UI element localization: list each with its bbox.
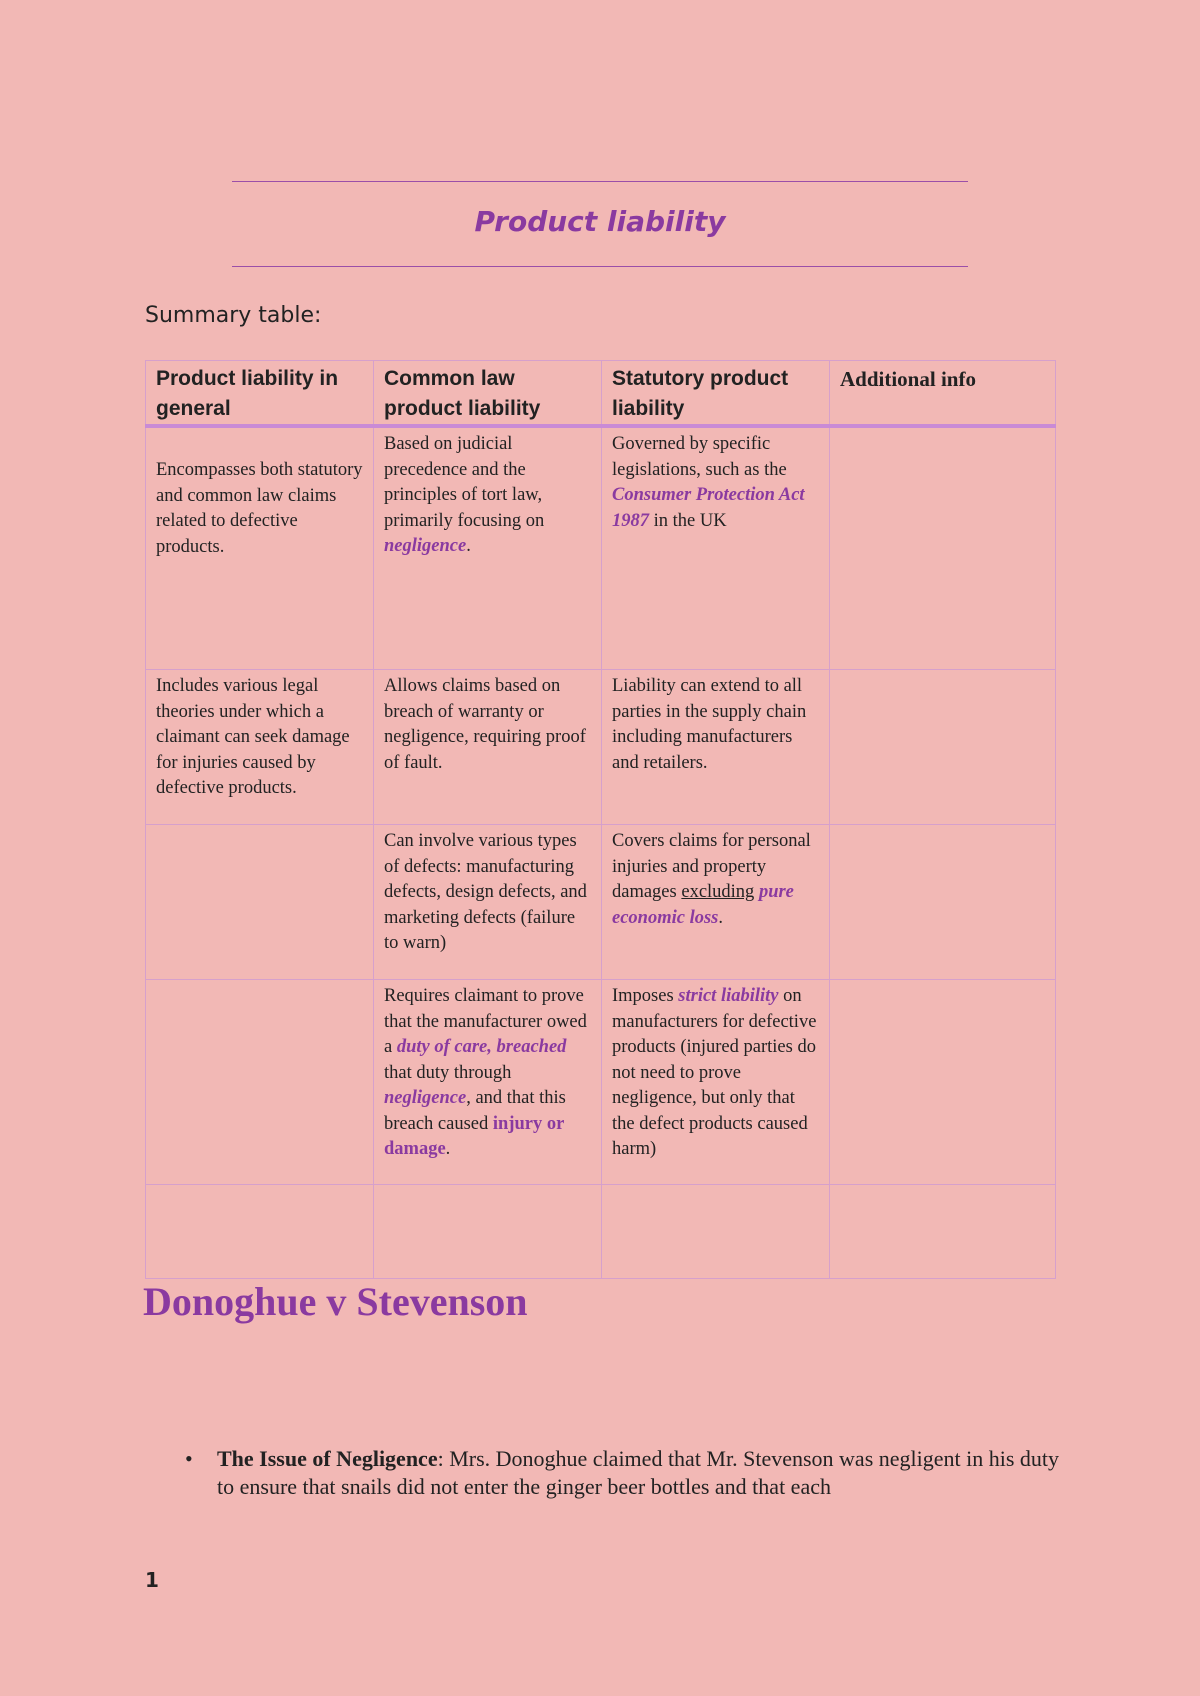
cell-tail: . — [466, 536, 471, 556]
summary-table-label: Summary table: — [145, 303, 322, 328]
cell-general — [146, 1185, 374, 1279]
title-rule-bottom — [232, 266, 968, 267]
header-general: Product liability in general — [146, 361, 374, 427]
cell-additional — [830, 670, 1056, 825]
cell-general — [146, 980, 374, 1185]
page-number: 1 — [145, 1568, 159, 1592]
cell-text: Covers claims for personal injuries and property damages — [612, 831, 811, 902]
table-row — [146, 670, 1056, 825]
cell-general — [146, 825, 374, 980]
cell-text: that duty through — [384, 1062, 512, 1083]
emphasis-separator: , — [487, 1037, 497, 1057]
table-row — [146, 980, 1056, 1185]
cell-additional — [830, 1185, 1056, 1279]
cell-tail: in the UK — [649, 510, 727, 531]
cell-tail: on manufacturers for defective products (injured parties do not need to prove negligence, but only that the defect products caused harm) — [612, 986, 817, 1159]
bullet-list — [185, 1445, 1065, 1501]
cell-statutory — [602, 980, 830, 1185]
bullet-text: : Mrs. Donoghue claimed that Mr. Stevenson was negligent in his duty to ensure that snails did not enter the ginger beer bottles and that each — [217, 1446, 1060, 1499]
title-rule-top — [232, 181, 968, 182]
emphasis-injury-or-damage: injury or damage — [384, 1113, 564, 1159]
cell-general: Encompasses both statutory and common law claims related to defective products. — [146, 426, 374, 670]
cell-text: Requires claimant to prove that the manufacturer owed a — [384, 986, 587, 1057]
table-row — [146, 825, 1056, 980]
summary-table — [145, 360, 1056, 1279]
emphasis-duty-of-care: duty of care — [396, 1037, 488, 1057]
emphasis-breached: breached — [496, 1037, 567, 1057]
cell-text: Based on judicial precedence and the principles of tort law, primarily focusing on — [384, 434, 545, 531]
document-title: Product liability — [474, 205, 726, 238]
section-heading: Donoghue v Stevenson — [143, 1279, 528, 1324]
header-additional-info: Additional info — [830, 361, 1056, 427]
cell-additional — [830, 426, 1056, 670]
underlined-excluding: excluding — [681, 882, 755, 902]
header-common-law: Common law product liability — [374, 361, 602, 427]
cell-statutory — [602, 1185, 830, 1279]
emphasis-strict-liability: strict liability — [678, 986, 779, 1006]
table-row — [146, 426, 1056, 670]
cell-common-law — [374, 426, 602, 670]
bullet-marker: • — [185, 1446, 193, 1471]
cell-additional — [830, 980, 1056, 1185]
emphasis-consumer-protection-act: Consumer Protection Act 1987 — [612, 485, 805, 531]
cell-general: Includes various legal theories under which a claimant can seek damage for injuries caused by defective products. — [146, 670, 374, 825]
cell-common-law — [374, 1185, 602, 1279]
cell-common-law: Allows claims based on breach of warranty or negligence, requiring proof of fault. — [374, 670, 602, 825]
table-header-row — [146, 361, 1056, 427]
table-row — [146, 1185, 1056, 1279]
cell-common-law — [374, 980, 602, 1185]
cell-tail: . — [718, 907, 723, 928]
cell-statutory — [602, 426, 830, 670]
list-item — [185, 1445, 1065, 1501]
cell-text: Imposes — [612, 986, 679, 1006]
bullet-lead: The Issue of Negligence — [217, 1446, 438, 1471]
cell-text: Governed by specific legislations, such as the — [612, 434, 787, 480]
cell-common-law: Can involve various types of defects: manufacturing defects, design defects, and marketing defects (failure to warn) — [374, 825, 602, 980]
cell-statutory: Liability can extend to all parties in the supply chain including manufacturers and retailers. — [602, 670, 830, 825]
emphasis-negligence: negligence — [384, 536, 467, 556]
header-statutory: Statutory product liability — [602, 361, 830, 427]
cell-statutory — [602, 825, 830, 980]
emphasis-negligence: negligence — [384, 1088, 467, 1108]
cell-additional — [830, 825, 1056, 980]
cell-text: , and that this breach caused — [384, 1088, 566, 1134]
cell-tail: . — [445, 1139, 451, 1159]
emphasis-pure-economic-loss: pure economic loss — [612, 882, 794, 928]
